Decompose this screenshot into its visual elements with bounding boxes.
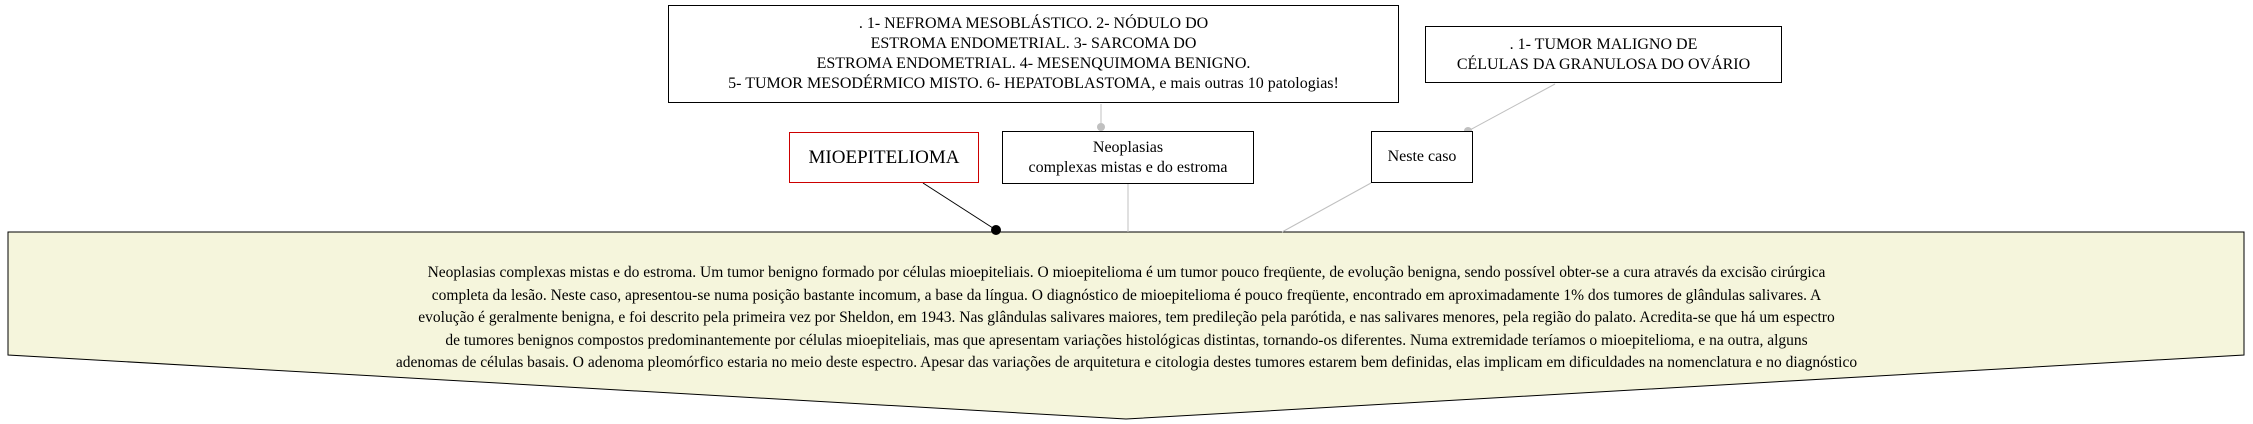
description-line: evolução é geralmente benigna, e foi descrito pela primeira vez por Sheldon, em 1943. Nas glândulas salivares maiores, tem predileção pela parótida, e nas salivares menores, pela região do palato. Acredita-se que há um espectro — [418, 309, 1835, 326]
caso-connector — [1282, 183, 1371, 232]
title-connector-dot — [991, 225, 1001, 235]
title-label: MIOEPITELIOMA — [808, 146, 960, 168]
title-node[interactable] — [789, 132, 979, 183]
neste-caso-label: Neste caso — [1387, 148, 1457, 165]
list-connector-dot — [1097, 123, 1105, 131]
description-line: Neoplasias complexas mistas e do estroma. Um tumor benigno formado por células mioepiteliais. O mioepitelioma é um tumor pouco freqüente, de evolução benigna, sendo possível obter-se a cura através da excisão cirúrgica — [427, 264, 1826, 281]
description-line: adenomas de células basais. O adenoma pleomórfico estaria no meio deste espectro. Apesar das variações de arquitetura e citologia destes tumores estarem bem definidas, elas implicam em dificuldades na nomenclatura e no diagnóstico — [395, 354, 1858, 371]
related-pathologies-box[interactable] — [668, 5, 1399, 103]
list-line: ESTROMA ENDOMETRIAL. 4- MESENQUIMOMA BENIGNO. — [816, 55, 1251, 72]
ovary-line: CÉLULAS DA GRANULOSA DO OVÁRIO — [1456, 55, 1751, 73]
list-line: . 1- NEFROMA MESOBLÁSTICO. 2- NÓDULO DO — [858, 15, 1209, 32]
ovary-line: . 1- TUMOR MALIGNO DE — [1509, 35, 1698, 53]
neoplasias-line: complexas mistas e do estroma — [1028, 158, 1228, 176]
ovary-tumor-box[interactable] — [1425, 26, 1782, 83]
main-description — [240, 262, 2013, 375]
list-line: 5- TUMOR MESODÉRMICO MISTO. 6- HEPATOBLASTOMA, e mais outras 10 patologias! — [728, 75, 1339, 92]
list-line: ESTROMA ENDOMETRIAL. 3- SARCOMA DO — [870, 35, 1197, 52]
description-line: de tumores benignos compostos predominantemente por células mioepiteliais, mas que apresentam variações histológicas distintas, tornando-os diferentes. Numa extremidade teríamos o mioepitelioma, e na outra, alguns — [445, 331, 1808, 349]
neoplasias-node[interactable] — [1002, 131, 1254, 184]
title-connector — [923, 183, 996, 230]
neoplasias-line: Neoplasias — [1092, 138, 1164, 156]
neste-caso-node[interactable] — [1371, 131, 1473, 183]
description-line: completa da lesão. Neste caso, apresentou-se numa posição bastante incomum, a base da língua. O diagnóstico de mioepitelioma é pouco freqüente, encontrado em aproximadamente 1% dos tumores de glândulas salivares. A — [431, 286, 1822, 304]
ovary-connector — [1468, 84, 1555, 131]
